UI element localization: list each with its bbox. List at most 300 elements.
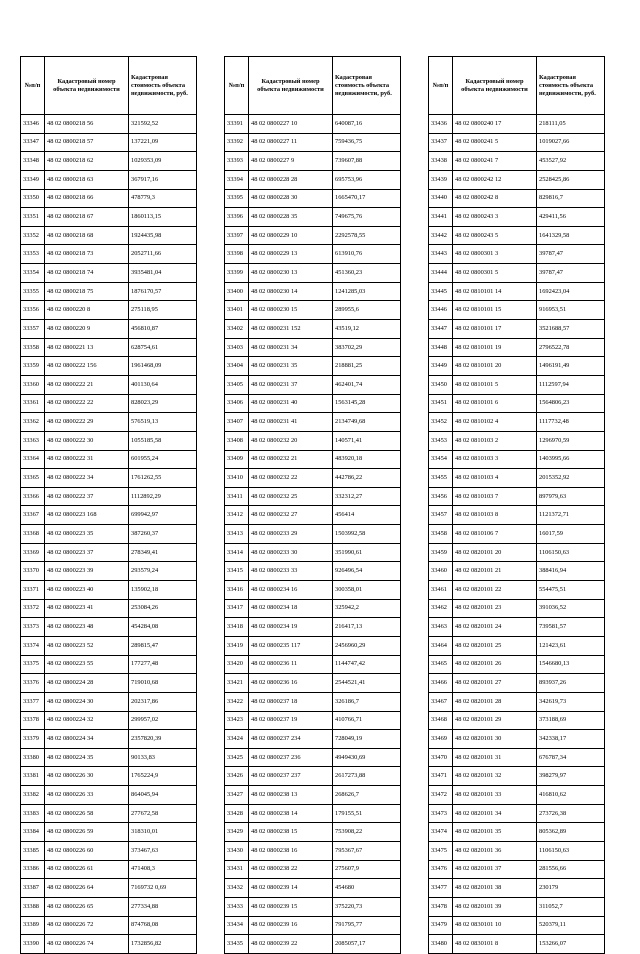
row-number: 33347 [21,133,45,152]
cadastral-number: 48 02 0830101 10 [453,916,537,935]
cadastral-number: 48 02 0800222 37 [45,487,129,506]
cadastral-cost: 897979,63 [537,487,605,506]
table-row [225,543,401,562]
cadastral-cost: 1117732,48 [537,413,605,432]
cadastral-cost: 2292578,55 [333,226,401,245]
row-number: 33476 [429,860,453,879]
cadastral-cost: 1296970,59 [537,431,605,450]
cadastral-number: 48 02 0800223 40 [45,581,129,600]
cadastral-number: 48 02 0800238 13 [249,786,333,805]
table-row [21,226,197,245]
cadastral-number: 48 02 0800218 56 [45,115,129,134]
cadastral-number: 48 02 0800223 37 [45,543,129,562]
cadastral-cost: 1761262,55 [129,469,197,488]
table-row [21,879,197,898]
cadastral-cost: 351990,61 [333,543,401,562]
cadastral-number: 48 02 0820101 29 [453,711,537,730]
row-number: 33432 [225,879,249,898]
row-number: 33422 [225,692,249,711]
cadastral-number: 48 02 0800226 65 [45,897,129,916]
cadastral-cost: 367917,16 [129,170,197,189]
cadastral-cost: 281556,66 [537,860,605,879]
table-row [429,170,605,189]
cadastral-cost: 278349,41 [129,543,197,562]
cadastral-cost: 926496,54 [333,562,401,581]
table-row [21,506,197,525]
header-cadastral-number: Кадастровый номер объекта недвижимости [45,57,129,115]
cadastral-number: 48 02 0800233 29 [249,525,333,544]
table-row [225,282,401,301]
row-number: 33393 [225,152,249,171]
cadastral-number: 48 02 0800220 9 [45,320,129,339]
cadastral-number: 48 02 0820101 35 [453,823,537,842]
cadastral-cost: 401130,64 [129,375,197,394]
table-row [225,413,401,432]
cadastral-number: 48 02 0810101 5 [453,375,537,394]
row-number: 33479 [429,916,453,935]
cadastral-number: 48 02 0810103 7 [453,487,537,506]
table-row [225,338,401,357]
table-row [225,841,401,860]
row-number: 33446 [429,301,453,320]
table-row [225,133,401,152]
cadastral-cost: 373467,63 [129,841,197,860]
row-number: 33369 [21,543,45,562]
cadastral-number: 48 02 0800227 10 [249,115,333,134]
cadastral-number: 48 02 0800224 34 [45,730,129,749]
cadastral-number: 48 02 0820101 30 [453,730,537,749]
cadastral-cost: 321592,52 [129,115,197,134]
cadastral-cost: 1563145,28 [333,394,401,413]
cadastral-cost: 442786,22 [333,469,401,488]
row-number: 33440 [429,189,453,208]
row-number: 33348 [21,152,45,171]
table-row [225,152,401,171]
cadastral-cost: 289815,47 [129,636,197,655]
cadastral-number: 48 02 0830101 8 [453,935,537,954]
cadastral-cost: 16017,59 [537,525,605,544]
cadastral-number: 48 02 0800239 15 [249,897,333,916]
cadastral-cost: 300358,01 [333,581,401,600]
row-number: 33373 [21,618,45,637]
cadastral-number: 48 02 0800223 41 [45,599,129,618]
cadastral-cost: 456810,87 [129,320,197,339]
cadastral-number: 48 02 0810103 3 [453,450,537,469]
table-row [21,152,197,171]
row-number: 33359 [21,357,45,376]
cadastral-cost: 576519,13 [129,413,197,432]
table-row [429,208,605,227]
cadastral-cost: 253084,26 [129,599,197,618]
table-row [21,655,197,674]
cadastral-cost: 1112892,29 [129,487,197,506]
table-row [225,487,401,506]
cadastral-number: 48 02 0800230 15 [249,301,333,320]
header-num: №п/п [429,57,453,115]
cadastral-number: 48 02 0800231 41 [249,413,333,432]
row-number: 33468 [429,711,453,730]
cadastral-cost: 7169732 0,69 [129,879,197,898]
table-row [225,115,401,134]
row-number: 33477 [429,879,453,898]
cadastral-number: 48 02 0800234 16 [249,581,333,600]
cadastral-number: 48 02 0800218 75 [45,282,129,301]
header-cadastral-cost: Кадастровая стоимость объекта недвижимости, руб. [333,57,401,115]
table-row [429,767,605,786]
table-row [429,469,605,488]
table-row [225,264,401,283]
cadastral-number: 48 02 0800226 72 [45,916,129,935]
row-number: 33390 [21,935,45,954]
cadastral-table-1 [20,56,197,954]
row-number: 33363 [21,431,45,450]
table-row [429,338,605,357]
cadastral-number: 48 02 0820101 33 [453,786,537,805]
table-row [429,916,605,935]
row-number: 33356 [21,301,45,320]
header-cadastral-number: Кадастровый номер объекта недвижимости [249,57,333,115]
cadastral-cost: 829816,7 [537,189,605,208]
table-row [429,133,605,152]
table-row [429,786,605,805]
cadastral-number: 48 02 0820101 24 [453,618,537,637]
cadastral-cost: 4949430,69 [333,748,401,767]
cadastral-cost: 2357820,39 [129,730,197,749]
cadastral-cost: 478779,3 [129,189,197,208]
cadastral-number: 48 02 0800231 34 [249,338,333,357]
row-number: 33366 [21,487,45,506]
row-number: 33443 [429,245,453,264]
row-number: 33441 [429,208,453,227]
table-row [429,730,605,749]
cadastral-number: 48 02 0820101 28 [453,692,537,711]
table-row [429,599,605,618]
row-number: 33376 [21,674,45,693]
table-row [429,879,605,898]
table-row [225,357,401,376]
cadastral-number: 48 02 0800242 8 [453,189,537,208]
cadastral-cost: 398279,97 [537,767,605,786]
cadastral-number: 48 02 0800218 67 [45,208,129,227]
table-row [429,375,605,394]
cadastral-cost: 719010,68 [129,674,197,693]
table-row [429,636,605,655]
table-row [21,320,197,339]
row-number: 33467 [429,692,453,711]
row-number: 33438 [429,152,453,171]
table-row [21,450,197,469]
cadastral-number: 48 02 0800243 3 [453,208,537,227]
table-row [429,506,605,525]
header-num: №п/п [21,57,45,115]
table-row [225,692,401,711]
cadastral-number: 48 02 0800223 168 [45,506,129,525]
cadastral-cost: 1503992,58 [333,525,401,544]
row-number: 33361 [21,394,45,413]
table-row [225,189,401,208]
cadastral-number: 48 02 0800227 11 [249,133,333,152]
cadastral-cost: 299957,02 [129,711,197,730]
cadastral-cost: 554475,51 [537,581,605,600]
row-number: 33397 [225,226,249,245]
cadastral-number: 48 02 0800301 3 [453,245,537,264]
cadastral-cost: 753908,22 [333,823,401,842]
table-row [21,133,197,152]
cadastral-cost: 43519,12 [333,320,401,339]
row-number: 33439 [429,170,453,189]
table-row [21,860,197,879]
header-cadastral-number: Кадастровый номер объекта недвижимости [453,57,537,115]
cadastral-cost: 121423,61 [537,636,605,655]
row-number: 33370 [21,562,45,581]
cadastral-cost: 2544521,41 [333,674,401,693]
cadastral-cost: 1403995,66 [537,450,605,469]
cadastral-number: 48 02 0800232 25 [249,487,333,506]
table-row [429,413,605,432]
cadastral-number: 48 02 0820101 27 [453,674,537,693]
cadastral-cost: 1112597,94 [537,375,605,394]
row-number: 33469 [429,730,453,749]
table-row [21,375,197,394]
cadastral-number: 48 02 0800301 5 [453,264,537,283]
cadastral-number: 48 02 0820101 23 [453,599,537,618]
table-row [429,897,605,916]
cadastral-number: 48 02 0820101 32 [453,767,537,786]
cadastral-cost: 2015352,92 [537,469,605,488]
cadastral-cost: 383702,29 [333,338,401,357]
row-number: 33389 [21,916,45,935]
table-row [225,375,401,394]
row-number: 33431 [225,860,249,879]
table-row [21,562,197,581]
row-number: 33454 [429,450,453,469]
cadastral-number: 48 02 0800231 152 [249,320,333,339]
cadastral-number: 48 02 0800226 64 [45,879,129,898]
cadastral-cost: 410766,71 [333,711,401,730]
table-row [21,636,197,655]
table-row [21,823,197,842]
row-number: 33456 [429,487,453,506]
table-row [225,525,401,544]
table-row [21,916,197,935]
table-row [225,506,401,525]
row-number: 33355 [21,282,45,301]
cadastral-cost: 216417,13 [333,618,401,637]
cadastral-cost: 454680 [333,879,401,898]
table-row [21,170,197,189]
cadastral-cost: 375220,73 [333,897,401,916]
cadastral-cost: 373188,69 [537,711,605,730]
cadastral-cost: 177277,48 [129,655,197,674]
cadastral-number: 48 02 0800233 33 [249,562,333,581]
table-row [21,804,197,823]
cadastral-cost: 275607,9 [333,860,401,879]
cadastral-number: 48 02 0800222 34 [45,469,129,488]
cadastral-number: 48 02 0800223 52 [45,636,129,655]
cadastral-number: 48 02 0800218 63 [45,170,129,189]
cadastral-cost: 1924435,98 [129,226,197,245]
row-number: 33396 [225,208,249,227]
table-row [429,562,605,581]
table-row [429,394,605,413]
row-number: 33407 [225,413,249,432]
cadastral-cost: 39787,47 [537,264,605,283]
cadastral-number: 48 02 0800226 33 [45,786,129,805]
cadastral-cost: 1546680,13 [537,655,605,674]
row-number: 33434 [225,916,249,935]
cadastral-number: 48 02 0820101 20 [453,543,537,562]
table-row [225,804,401,823]
cadastral-number: 48 02 0820101 34 [453,804,537,823]
cadastral-number: 48 02 0800232 22 [249,469,333,488]
row-number: 33358 [21,338,45,357]
row-number: 33386 [21,860,45,879]
row-number: 33416 [225,581,249,600]
cadastral-cost: 326186,7 [333,692,401,711]
table-row [225,786,401,805]
cadastral-number: 48 02 0800218 68 [45,226,129,245]
table-row [21,264,197,283]
cadastral-number: 48 02 0800222 29 [45,413,129,432]
row-number: 33365 [21,469,45,488]
cadastral-cost: 391036,52 [537,599,605,618]
cadastral-number: 48 02 0800241 5 [453,133,537,152]
cadastral-number: 48 02 0800226 59 [45,823,129,842]
cadastral-cost: 275118,95 [129,301,197,320]
row-number: 33430 [225,841,249,860]
row-number: 33471 [429,767,453,786]
table-row [429,264,605,283]
row-number: 33368 [21,525,45,544]
cadastral-number: 48 02 0800224 32 [45,711,129,730]
cadastral-number: 48 02 0800238 16 [249,841,333,860]
cadastral-cost: 218881,25 [333,357,401,376]
table-row [429,543,605,562]
row-number: 33465 [429,655,453,674]
table-row [21,525,197,544]
cadastral-number: 48 02 0810101 19 [453,338,537,357]
cadastral-number: 48 02 0820101 38 [453,879,537,898]
row-number: 33367 [21,506,45,525]
row-number: 33460 [429,562,453,581]
row-number: 33463 [429,618,453,637]
table-row [225,469,401,488]
cadastral-number: 48 02 0800236 16 [249,674,333,693]
cadastral-number: 48 02 0800223 35 [45,525,129,544]
cadastral-cost: 311052,7 [537,897,605,916]
table-row [21,543,197,562]
cadastral-cost: 137221,09 [129,133,197,152]
table-row [429,189,605,208]
table-row [429,487,605,506]
cadastral-cost: 739607,88 [333,152,401,171]
table-row [429,711,605,730]
cadastral-cost: 318310,01 [129,823,197,842]
table-row [21,469,197,488]
cadastral-number: 48 02 0800230 13 [249,264,333,283]
cadastral-cost: 1106150,63 [537,841,605,860]
row-number: 33349 [21,170,45,189]
cadastral-cost: 795367,67 [333,841,401,860]
cadastral-cost: 289955,6 [333,301,401,320]
row-number: 33425 [225,748,249,767]
cadastral-cost: 2085057,17 [333,935,401,954]
cadastral-cost: 628754,61 [129,338,197,357]
table-row [429,320,605,339]
cadastral-number: 48 02 0800234 19 [249,618,333,637]
cadastral-number: 48 02 0810102 4 [453,413,537,432]
cadastral-number: 48 02 0800235 117 [249,636,333,655]
cadastral-cost: 1564806,23 [537,394,605,413]
cadastral-cost: 342619,73 [537,692,605,711]
cadastral-number: 48 02 0800239 22 [249,935,333,954]
row-number: 33433 [225,897,249,916]
table-row [225,748,401,767]
cadastral-cost: 791795,77 [333,916,401,935]
table-row [225,394,401,413]
row-number: 33449 [429,357,453,376]
cadastral-number: 48 02 0800237 234 [249,730,333,749]
cadastral-number: 48 02 0800237 19 [249,711,333,730]
cadastral-cost: 1641329,58 [537,226,605,245]
cadastral-cost: 1732856,82 [129,935,197,954]
cadastral-cost: 462401,74 [333,375,401,394]
cadastral-cost: 1876170,57 [129,282,197,301]
row-number: 33380 [21,748,45,767]
row-number: 33357 [21,320,45,339]
row-number: 33417 [225,599,249,618]
table-row [429,692,605,711]
cadastral-number: 48 02 0800241 7 [453,152,537,171]
table-row [21,711,197,730]
cadastral-cost: 230179 [537,879,605,898]
row-number: 33378 [21,711,45,730]
cadastral-table-3 [428,56,605,954]
row-number: 33420 [225,655,249,674]
cadastral-number: 48 02 0800228 35 [249,208,333,227]
cadastral-cost: 916953,51 [537,301,605,320]
table-row [225,935,401,954]
table-row [21,730,197,749]
row-number: 33406 [225,394,249,413]
cadastral-cost: 893937,26 [537,674,605,693]
row-number: 33379 [21,730,45,749]
row-number: 33391 [225,115,249,134]
row-number: 33480 [429,935,453,954]
cadastral-cost: 451360,23 [333,264,401,283]
cadastral-cost: 749675,76 [333,208,401,227]
table-row [429,431,605,450]
row-number: 33372 [21,599,45,618]
table-row [21,897,197,916]
table-row [429,357,605,376]
row-number: 33415 [225,562,249,581]
cadastral-cost: 454284,08 [129,618,197,637]
cadastral-number: 48 02 0800222 31 [45,450,129,469]
cadastral-cost: 2528425,86 [537,170,605,189]
table-row [225,897,401,916]
cadastral-number: 48 02 0800238 14 [249,804,333,823]
cadastral-cost: 471408,3 [129,860,197,879]
table-row [429,823,605,842]
row-number: 33428 [225,804,249,823]
row-number: 33448 [429,338,453,357]
row-number: 33458 [429,525,453,544]
cadastral-cost: 676787,34 [537,748,605,767]
cadastral-number: 48 02 0800232 21 [249,450,333,469]
cadastral-number: 48 02 0800234 18 [249,599,333,618]
cadastral-cost: 277672,58 [129,804,197,823]
